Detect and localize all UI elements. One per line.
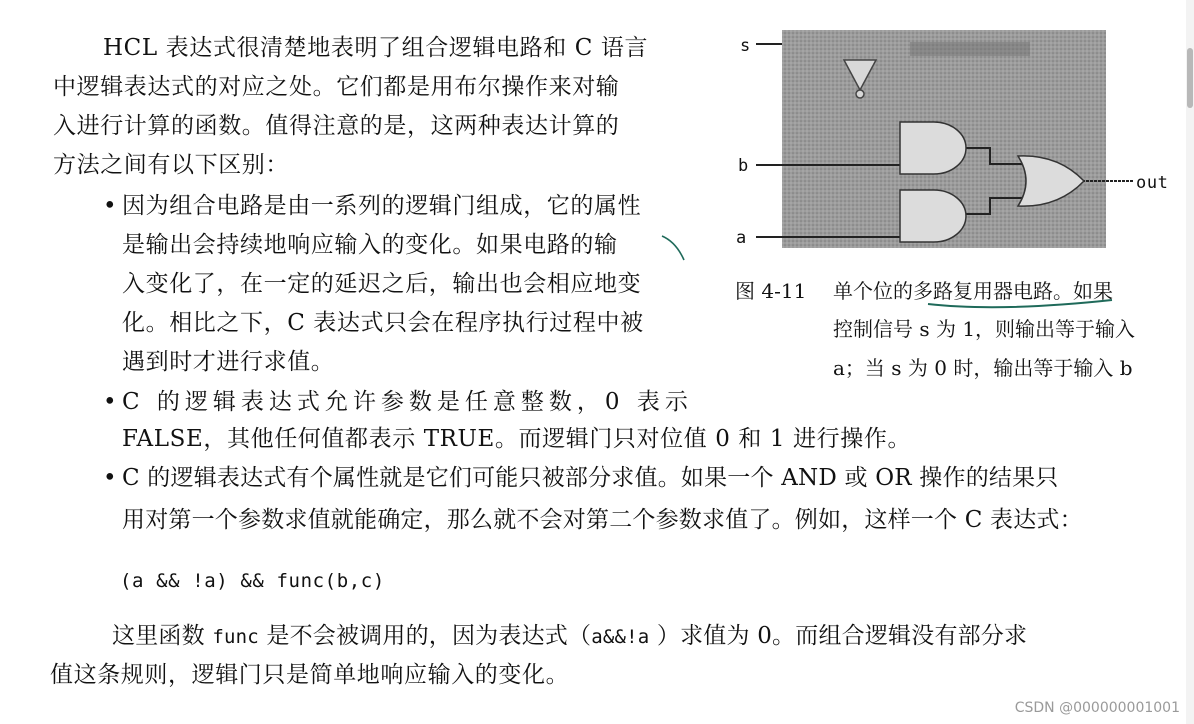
and-gate-top <box>900 122 966 174</box>
csdn-watermark: CSDN @000000001001 <box>1014 700 1180 716</box>
label-out: out <box>1136 173 1169 193</box>
faded-title-bar <box>910 42 1030 56</box>
bullet-dot: • <box>103 465 117 491</box>
not-gate-bubble <box>856 90 864 98</box>
figure-number: 图 4-11 <box>735 279 807 303</box>
para1-line-3: 入进行计算的函数。值得注意的是，这两种表达计算的 <box>53 113 620 139</box>
bullet3-line-2: 用对第一个参数求值就能确定，那么就不会对第二个参数求值了。例如，这样一个 C 表达式： <box>122 507 1083 533</box>
and-gate-bottom <box>900 190 966 242</box>
bullet3-line-1: C 的逻辑表达式有个属性就是它们可能只被部分求值。如果一个 AND 或 OR 操作的结果只 <box>122 465 1059 491</box>
bullet1-line-1: 因为组合电路是由一系列的逻辑门组成，它的属性 <box>122 193 642 219</box>
check-stroke <box>662 236 684 260</box>
bullet2-line-2: FALSE，其他任何值都表示 TRUE。而逻辑门只对位值 0 和 1 进行操作。 <box>122 426 912 452</box>
vertical-scrollbar[interactable] <box>1186 0 1194 724</box>
mux-circuit-figure <box>728 28 1194 258</box>
para1-line-2: 中逻辑表达式的对应之处。它们都是用布尔操作来对输 <box>53 74 620 100</box>
bullet-dot: • <box>103 193 117 219</box>
para2-code-func: func <box>212 626 259 648</box>
bullet2-line-1: C 的逻辑表达式允许参数是任意整数，0 表示 <box>122 389 693 415</box>
para2-code-expr: a&&!a <box>591 626 650 648</box>
caption-line-1: 单个位的多路复用器电路。如果 <box>833 279 1113 303</box>
para1-line-1: HCL 表达式很清楚地表明了组合逻辑电路和 C 语言 <box>103 35 649 61</box>
bullet1-line-4: 化。相比之下，C 表达式只会在程序执行过程中被 <box>122 310 644 336</box>
code-expression: (a && !a) && func(b,c) <box>120 570 385 592</box>
bullet1-line-5: 遇到时才进行求值。 <box>122 349 335 375</box>
label-a: a <box>736 228 747 248</box>
para2-text-c: ）求值为 0。而组合逻辑没有部分求 <box>649 623 1028 649</box>
para2-line-1 <box>112 620 1027 653</box>
para2-text-b: 是不会被调用的，因为表达式（ <box>258 623 592 649</box>
bullet-dot: • <box>103 389 117 415</box>
bullet1-line-3: 入变化了，在一定的延迟之后，输出也会相应地变 <box>122 271 642 297</box>
bullet1-line-2: 是输出会持续地响应输入的变化。如果电路的输 <box>122 232 618 258</box>
caption-line-3: a；当 s 为 0 时，输出等于输入 b <box>833 356 1133 380</box>
mux-circuit-diagram <box>728 28 1194 258</box>
scrollbar-thumb[interactable] <box>1187 48 1193 108</box>
para2-text-a: 这里函数 <box>112 623 213 649</box>
para1-line-4: 方法之间有以下区别： <box>53 152 289 178</box>
label-b: b <box>738 156 749 176</box>
label-s: s <box>740 36 751 56</box>
caption-line-2: 控制信号 s 为 1，则输出等于输入 <box>833 317 1136 341</box>
para2-line-2: 值这条规则，逻辑门只是简单地响应输入的变化。 <box>50 662 570 688</box>
